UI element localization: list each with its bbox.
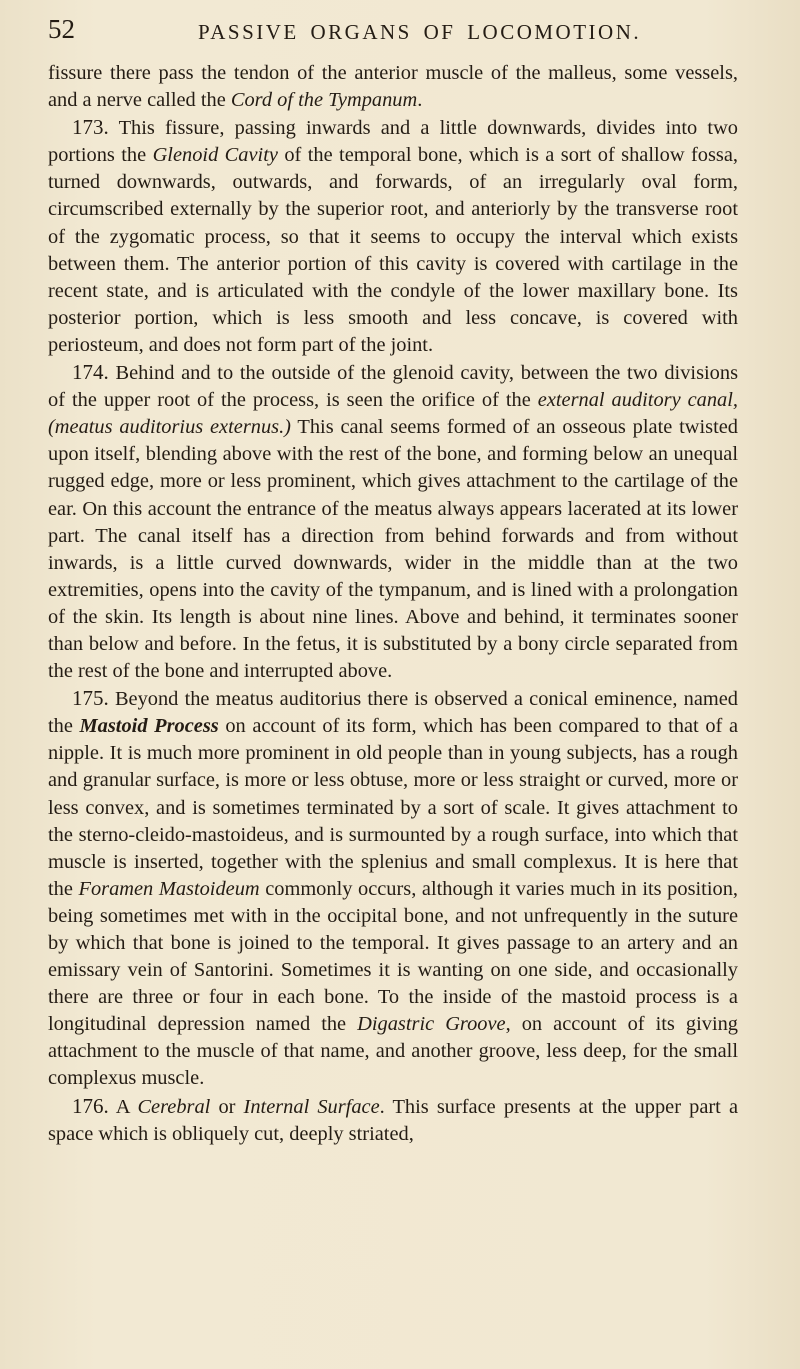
text-run: fissure there pass the tendon of the anterior muscle of the malleus, some vessels, and a nerve called the (48, 62, 738, 112)
text-run: This canal seems formed of an osseous plate twisted upon itself, blending above with the rest of the bone, and forming below an unequal rugged edge, more or less prominent, which gives attachment to the cartilage of the ear. On this account the entrance of the meatus always appears lacerated at its lower part. The canal itself has a direction from behind forwards and from without inwards, is a little curved downwards, wider in the middle than at the two extremities, opens into the cavity of the tympanum, and is lined with a prolongation of the skin. Its length is about nine lines. Above and behind, it terminates sooner than below and before. In the fetus, it is substituted by a bony circle separated from the rest of the bone and interrupted above. (48, 416, 738, 683)
paragraph (48, 685, 738, 1092)
emphasized-term: external auditory canal, (meatus auditorius externus.) (48, 389, 739, 439)
emphasized-term: Cord of the Tympanum (230, 89, 418, 112)
emphasized-term: Foramen Mastoideum (78, 877, 260, 900)
text-run: commonly occurs, although it varies much in its position, being sometimes met with in the occipital bone, and not unfrequently in the suture by which that bone is joined to the temporal. It gives passage to an artery and an emissary vein of Santorini. Sometimes it is wanting on one side, and occasionally there are three or four in each bone. To the inside of the mastoid process is a longitudinal depression named the (48, 877, 738, 1036)
text-run: , on account of its giving attachment to the muscle of that name, and another groove, less deep, for the small complexus muscle. (48, 1013, 738, 1090)
paragraph (48, 359, 738, 685)
text-run: . (417, 89, 423, 112)
text-run: . This surface presents at the upper part a space which is obliquely cut, deeply striated, (48, 1095, 739, 1145)
paragraph (48, 60, 738, 114)
paragraph (48, 1093, 738, 1148)
text-run: on account of its form, which has been compared to that of a nipple. It is much more prominent in old people than in young subjects, has a rough and granular surface, is more or less obtuse, more or less straight or curved, more or less convex, and is sometimes terminated by a sort of scale. It gives attachment to the sterno-cleido-mastoideus, and is surmounted by a rough surface, into which that muscle is inserted, together with the splenius and small complexus. It is here that the (48, 715, 738, 900)
paragraph (48, 114, 738, 359)
text-run: Beyond the meatus auditorius there is observed a conical eminence, named the (48, 688, 738, 738)
text-run: Behind and to the outside of the glenoid cavity, between the two divisions of the upper root of the process, is seen the orifice of the (48, 362, 738, 412)
page-number: 52 (48, 14, 75, 44)
paragraph-number: 175. (72, 686, 109, 711)
text-run: A (108, 1095, 138, 1118)
text-run: This fissure, passing inwards and a little downwards, divides into two portions the (48, 117, 738, 167)
paragraph-number: 173. (72, 115, 109, 140)
page-header (48, 14, 740, 54)
paragraph-number: 176. (72, 1093, 109, 1118)
emphasized-term: Digastric Groove (357, 1013, 506, 1036)
body-text (48, 60, 738, 1148)
emphasized-term: Cerebral (137, 1095, 211, 1118)
emphasized-term: Internal Surface (243, 1095, 380, 1118)
emphasized-term: Mastoid Process (79, 715, 219, 738)
text-run: or (210, 1095, 244, 1118)
paragraph-number: 174. (72, 360, 109, 385)
emphasized-term: Glenoid Cavity (152, 144, 278, 167)
running-head: PASSIVE ORGANS OF LOCOMOTION. (198, 20, 642, 44)
text-run: of the temporal bone, which is a sort of shallow fossa, turned downwards, outwards, and forwards, of an irregularly oval form, circumscribed externally by the superior root, and anteriorly by the transverse root of the zygomatic process, so that it seems to occupy the interval which exists between them. The anterior portion of this cavity is covered with cartilage in the recent state, and is articulated with the condyle of the lower maxillary bone. Its posterior portion, which is less smooth and less concave, is covered with periosteum, and does not form part of the joint. (48, 144, 738, 356)
